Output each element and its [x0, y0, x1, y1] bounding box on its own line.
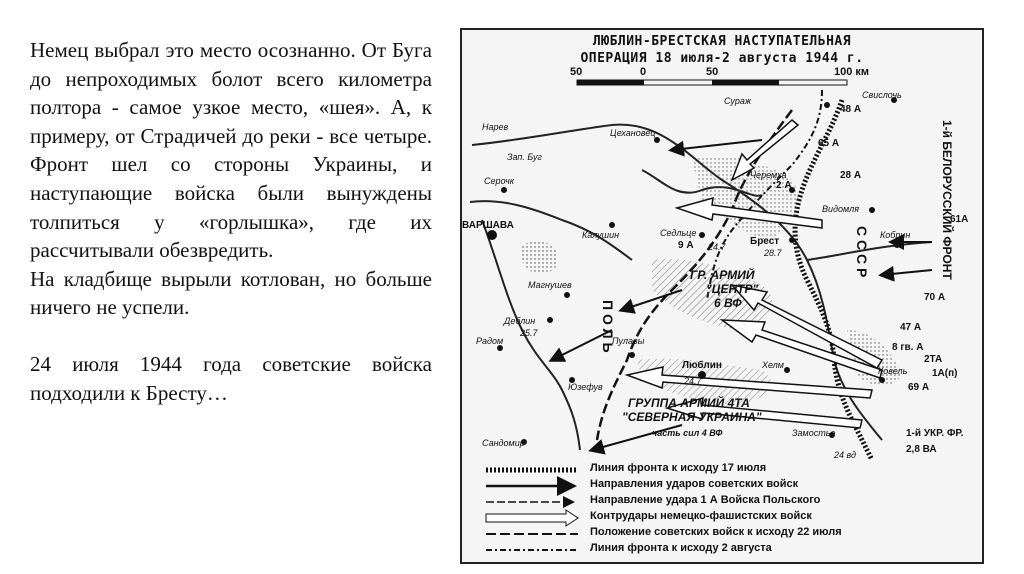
unit-9a: 9 А — [678, 240, 694, 251]
map-legend — [486, 462, 956, 558]
place-surazh: Сураж — [724, 96, 752, 106]
date-lyublin: 24.7 — [684, 376, 702, 386]
place-narev: Нарев — [482, 122, 509, 132]
place-serotsk: Серочк — [484, 176, 515, 186]
place-sandomir: Сандомир — [482, 438, 525, 448]
legend-label: Линия фронта к исходу 2 августа — [590, 542, 772, 554]
group-center-l2: "ЦЕНТР" — [706, 282, 759, 296]
group-north-l1: ГРУППА АРМИЙ 4ТА — [628, 396, 750, 410]
paragraph-2: На кладбище вырыли котлован, но больше ничего не успели. — [30, 266, 432, 320]
legend-label: Линия фронта к исходу 17 июля — [590, 462, 767, 474]
legend-item-polish-army — [486, 494, 956, 510]
legend-item-position-22 — [486, 526, 956, 542]
unit-69a: 69 А — [908, 382, 930, 393]
label-ussr: С С С Р — [854, 226, 870, 278]
unit-65a: 65 А — [818, 138, 840, 149]
unit-1ap: 1А(п) — [932, 368, 958, 379]
unit-front-1ukr: 1-й УКР. ФР. — [906, 428, 964, 439]
unit-28va: 2,8 ВА — [906, 444, 937, 455]
legend-item-counterattacks — [486, 510, 956, 526]
scale-label-50b: 50 — [706, 66, 719, 78]
group-center-6vf: 6 ВФ — [714, 296, 742, 310]
place-svisloch: Свислочь — [862, 90, 902, 100]
place-yuzefuv: Юзефув — [568, 382, 603, 392]
label-poland: П О Л Ь — [600, 300, 616, 353]
place-kalushin: Калушин — [582, 230, 620, 240]
legend-label: Направление удара 1 А Войска Польского — [590, 494, 821, 506]
date-sedlce: 28.7 — [764, 248, 782, 258]
legend-label: Положение советских войск к исходу 22 июля — [590, 526, 842, 538]
date-24vd: 24 вд — [834, 450, 856, 460]
place-zap-bug: Зап. Буг — [507, 152, 542, 162]
date-brest: 24.7 — [708, 242, 726, 252]
place-tsekhanovets: Цехановец — [610, 128, 656, 138]
place-deblin: Деблин — [504, 316, 536, 326]
place-cheremkha: Черемха — [750, 170, 787, 180]
place-pulavy: Пулавы — [612, 336, 645, 346]
unit-front-1bel: 1-й БЕЛОРУССКИЙ ФРОНТ — [940, 120, 954, 280]
place-helm: Хелм — [762, 360, 784, 370]
operation-map — [460, 28, 984, 564]
unit-2ta: 2ТА — [924, 354, 943, 365]
paragraph-gap — [30, 322, 432, 350]
place-sedlce: Седльце — [660, 228, 697, 238]
group-north-l3: часть сил 4 ВФ — [652, 428, 723, 438]
date-deblin: 25.7 — [520, 328, 538, 338]
unit-70a: 70 А — [924, 292, 946, 303]
legend-label: Контрудары немецко-фашистских войск — [590, 510, 812, 522]
legend-item-front-17 — [486, 462, 956, 478]
unit-8gva: 8 гв. А — [892, 342, 924, 353]
place-lyublin: Люблин — [682, 360, 722, 371]
place-kobrin: Кобрин — [880, 230, 911, 240]
place-brest: Брест — [750, 236, 780, 247]
paragraph-1: Немец выбрал это место осознанно. От Буга до непроходимых болот всего километра полтора - самое узкое место, «шея». А, к примеру, от Страдичей до реки - все четыре. Фронт шел со стороны Украины, и наступающие войска были вынуждены толпиться у «горлышка», где их рассчитывали обезвредить. — [30, 38, 432, 263]
place-varshava: ВАРШАВА — [462, 220, 514, 231]
unit-48a: 48 А — [840, 104, 862, 115]
text-column — [30, 36, 432, 407]
group-center-l1: ГР. АРМИЙ — [690, 268, 755, 282]
scale-label-0: 0 — [640, 66, 647, 78]
unit-28a: 28 А — [840, 170, 862, 181]
group-north-l2: "СЕВЕРНАЯ УКРАИНА" — [622, 410, 762, 424]
unit-61a: 61А — [950, 214, 969, 225]
unit-2a: 2 А — [776, 180, 792, 191]
legend-label: Направления ударов советских войск — [590, 478, 799, 490]
map-title-line-1: ЛЮБЛИН-БРЕСТСКАЯ НАСТУПАТЕЛЬНАЯ — [592, 34, 852, 49]
legend-item-front-2aug — [486, 542, 956, 558]
place-kovel: Ковель — [878, 366, 908, 376]
paragraph-3: 24 июля 1944 года советские войска подходили к Бресту… — [30, 351, 432, 405]
place-zamoste: Замостье — [792, 428, 836, 438]
scale-label-100: 100 км — [834, 66, 870, 78]
scale-bar — [577, 80, 847, 85]
place-radom: Радом — [476, 336, 504, 346]
legend-item-soviet-strikes — [486, 478, 956, 494]
place-vidomlya: Видомля — [822, 204, 860, 214]
unit-47a: 47 А — [900, 322, 922, 333]
place-magnushev: Магнушев — [528, 280, 572, 290]
scale-label-50a: 50 — [570, 66, 583, 78]
map-title-line-2: ОПЕРАЦИЯ 18 июля-2 августа 1944 г. — [580, 51, 864, 66]
